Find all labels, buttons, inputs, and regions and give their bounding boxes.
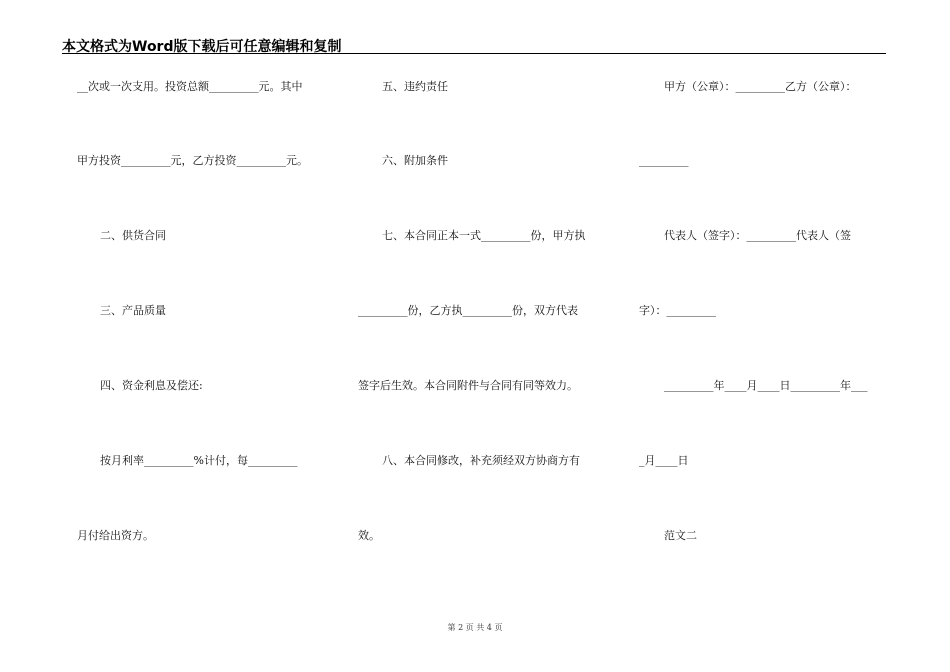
middle-line-6: 八、本合同修改，补充须经双方协商方有 bbox=[382, 454, 580, 467]
left-line-7: 月付给出资方。 bbox=[77, 529, 154, 542]
right-line-5: _________年____月____日_________年___ bbox=[664, 379, 868, 392]
middle-line-3: 七、本合同正本一式_________份，甲方执 bbox=[382, 229, 586, 242]
left-line-2: 甲方投资_________元，乙方投资_________元。 bbox=[77, 154, 308, 167]
left-line-4: 三、产品质量 bbox=[100, 304, 166, 317]
document-header-title: 本文格式为Word版下载后可任意编辑和复制 bbox=[62, 39, 342, 55]
middle-line-1: 五、违约责任 bbox=[382, 80, 448, 93]
middle-line-7: 效。 bbox=[358, 529, 380, 542]
right-line-3: 代表人（签字）：_________代表人（签 bbox=[664, 229, 851, 242]
right-line-2: _________ bbox=[639, 154, 689, 167]
left-line-6: 按月利率_________%计付，每_________ bbox=[100, 454, 298, 467]
middle-line-5: 签字后生效。本合同附件与合同有同等效力。 bbox=[358, 379, 578, 392]
middle-line-2: 六、附加条件 bbox=[382, 154, 448, 167]
left-line-1: __次或一次支用。投资总额_________元。其中 bbox=[77, 80, 303, 93]
right-line-7: 范文二 bbox=[664, 529, 697, 542]
left-line-3: 二、供货合同 bbox=[100, 229, 166, 242]
left-line-5: 四、资金利息及偿还: bbox=[100, 379, 203, 392]
right-line-6: _月____日 bbox=[639, 454, 689, 467]
header-divider bbox=[62, 53, 886, 54]
page-number-footer: 第 2 页 共 4 页 bbox=[447, 623, 503, 632]
right-line-4: 字）：_________ bbox=[639, 304, 716, 317]
right-line-1: 甲方（公章）：_________乙方（公章）： bbox=[664, 80, 857, 93]
middle-line-4: _________份，乙方执_________份，双方代表 bbox=[358, 304, 578, 317]
